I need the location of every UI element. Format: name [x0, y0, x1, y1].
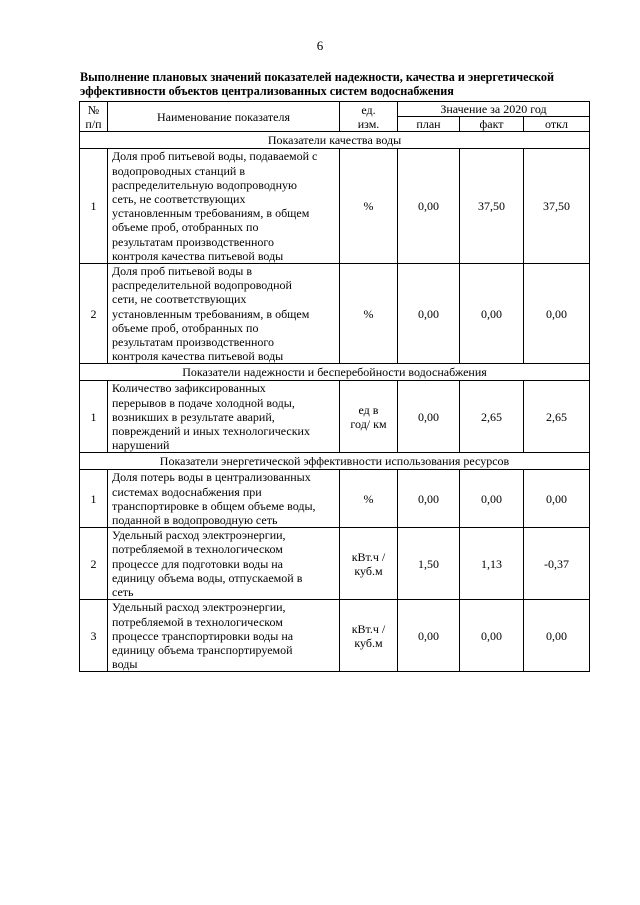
indicator-name [108, 528, 340, 600]
header-deviation: откл [524, 117, 590, 132]
fact-value: 2,65 [460, 381, 524, 453]
unit-cell [340, 600, 398, 672]
header-value-group: Значение за 2020 год [398, 102, 590, 117]
unit-line: кВт.ч / [351, 549, 386, 564]
plan-value: 0,00 [398, 149, 460, 264]
indicator-name-line: Доля потерь воды в централизованных [112, 470, 311, 485]
indicator-name-line: процессе транспортировки воды на [112, 628, 294, 643]
unit-cell [340, 470, 398, 528]
fact-value: 0,00 [460, 470, 524, 528]
unit-line: куб.м [354, 635, 383, 650]
plan-value: 0,00 [398, 470, 460, 528]
indicator-name [108, 600, 340, 672]
header-number-line-1: № [87, 102, 100, 117]
section-row [80, 364, 590, 381]
indicator-name-line: единицу объема воды, отпускаемой в [112, 570, 303, 585]
row-number: 3 [80, 600, 108, 672]
unit-line: куб.м [354, 563, 383, 578]
unit-cell [340, 528, 398, 600]
header-row-1 [80, 102, 590, 117]
indicator-name-line: контроля качества питьевой воды [112, 349, 284, 364]
table-body [80, 132, 590, 672]
title-line-2: эффективности объектов централизованных систем водоснабжения [80, 84, 454, 98]
header-name: Наименование показателя [108, 102, 340, 132]
indicator-name-line: распределительной водопроводной [112, 278, 292, 293]
unit-cell [340, 264, 398, 364]
fact-value: 0,00 [460, 264, 524, 364]
indicator-name-line: поданной в водопроводную сеть [112, 513, 278, 528]
document-title [80, 70, 590, 98]
page-number: 6 [316, 38, 324, 53]
row-number: 1 [80, 470, 108, 528]
row-number: 2 [80, 264, 108, 364]
indicator-name-line: потребляемой в технологическом [112, 542, 283, 557]
indicator-name-line: нарушений [112, 438, 170, 453]
indicator-name-line: потребляемой в технологическом [112, 614, 283, 629]
section-row [80, 453, 590, 470]
indicator-name-line: результатам производственного [112, 234, 275, 249]
unit-line: ед в [358, 402, 379, 417]
section-row [80, 132, 590, 149]
fact-value: 1,13 [460, 528, 524, 600]
deviation-value: 37,50 [524, 149, 590, 264]
plan-value: 1,50 [398, 528, 460, 600]
indicator-name-line: системах водоснабжения при [112, 484, 262, 499]
table-row [80, 600, 590, 672]
table-row [80, 528, 590, 600]
indicator-name-line: распределительную водопроводную [112, 177, 297, 192]
indicator-name-line: результатам производственного [112, 335, 275, 350]
deviation-value: 0,00 [524, 264, 590, 364]
indicator-name-line: объеме проб, отобранных по [112, 320, 259, 335]
indicator-name-line: установленным требованиям, в общем [112, 306, 310, 321]
unit-line: год/ км [350, 416, 387, 431]
unit-cell [340, 381, 398, 453]
unit-cell [340, 149, 398, 264]
plan-value: 0,00 [398, 381, 460, 453]
indicator-name-line: возникших в результате аварий, [112, 409, 275, 424]
unit-line: кВт.ч / [351, 621, 386, 636]
indicator-name-line: транспортировке в общем объеме воды, [112, 498, 316, 513]
table-row [80, 149, 590, 264]
indicator-name-line: сеть [112, 585, 134, 600]
indicator-name-line: единицу объема транспортируемой [112, 642, 293, 657]
header-number-line-2: п/п [85, 116, 102, 131]
deviation-value: -0,37 [524, 528, 590, 600]
row-number: 1 [80, 381, 108, 453]
indicator-name-line: сети, не соответствующих [112, 292, 247, 307]
indicator-name-line: Доля проб питьевой воды в [112, 264, 253, 279]
row-number: 1 [80, 149, 108, 264]
header-unit [340, 102, 398, 132]
title-line-1: Выполнение плановых значений показателей надежности, качества и энергетической [80, 70, 555, 84]
indicator-name-line: процессе для подготовки воды на [112, 556, 284, 571]
table-row [80, 470, 590, 528]
header-number [80, 102, 108, 132]
indicator-name [108, 381, 340, 453]
fact-value: 37,50 [460, 149, 524, 264]
row-number: 2 [80, 528, 108, 600]
table-row [80, 264, 590, 364]
indicator-name-line: повреждений и иных технологических [112, 424, 310, 439]
section-title: Показатели качества воды [80, 132, 590, 149]
indicator-name-line: Доля проб питьевой воды, подаваемой с [112, 149, 318, 164]
indicator-name-line: перерывов в подаче холодной воды, [112, 395, 295, 410]
plan-value: 0,00 [398, 600, 460, 672]
indicator-name-line: установленным требованиям, в общем [112, 206, 310, 221]
deviation-value: 2,65 [524, 381, 590, 453]
unit-line: % [363, 491, 374, 506]
indicator-name-line: Удельный расход электроэнергии, [112, 600, 286, 615]
section-title: Показатели энергетической эффективности использования ресурсов [80, 453, 590, 470]
indicator-name-line: сеть, не соответствующих [112, 192, 246, 207]
indicator-name-line: Удельный расход электроэнергии, [112, 528, 286, 543]
unit-line: % [363, 199, 374, 214]
header-fact: факт [460, 117, 524, 132]
indicator-name [108, 149, 340, 264]
deviation-value: 0,00 [524, 600, 590, 672]
indicator-name-line: объеме проб, отобранных по [112, 220, 259, 235]
deviation-value: 0,00 [524, 470, 590, 528]
indicators-table [79, 101, 590, 672]
header-unit-line-1: ед. [361, 102, 376, 117]
indicator-name-line: контроля качества питьевой воды [112, 248, 284, 263]
plan-value: 0,00 [398, 264, 460, 364]
header-unit-line-2: изм. [357, 116, 380, 131]
indicator-name [108, 470, 340, 528]
indicator-name-line: воды [112, 657, 138, 672]
header-plan: план [398, 117, 460, 132]
fact-value: 0,00 [460, 600, 524, 672]
unit-line: % [363, 306, 374, 321]
table-row [80, 381, 590, 453]
section-title: Показатели надежности и бесперебойности водоснабжения [80, 364, 590, 381]
indicator-name-line: водопроводных станций в [112, 163, 245, 178]
indicator-name-line: Количество зафиксированных [112, 381, 266, 396]
indicator-name [108, 264, 340, 364]
